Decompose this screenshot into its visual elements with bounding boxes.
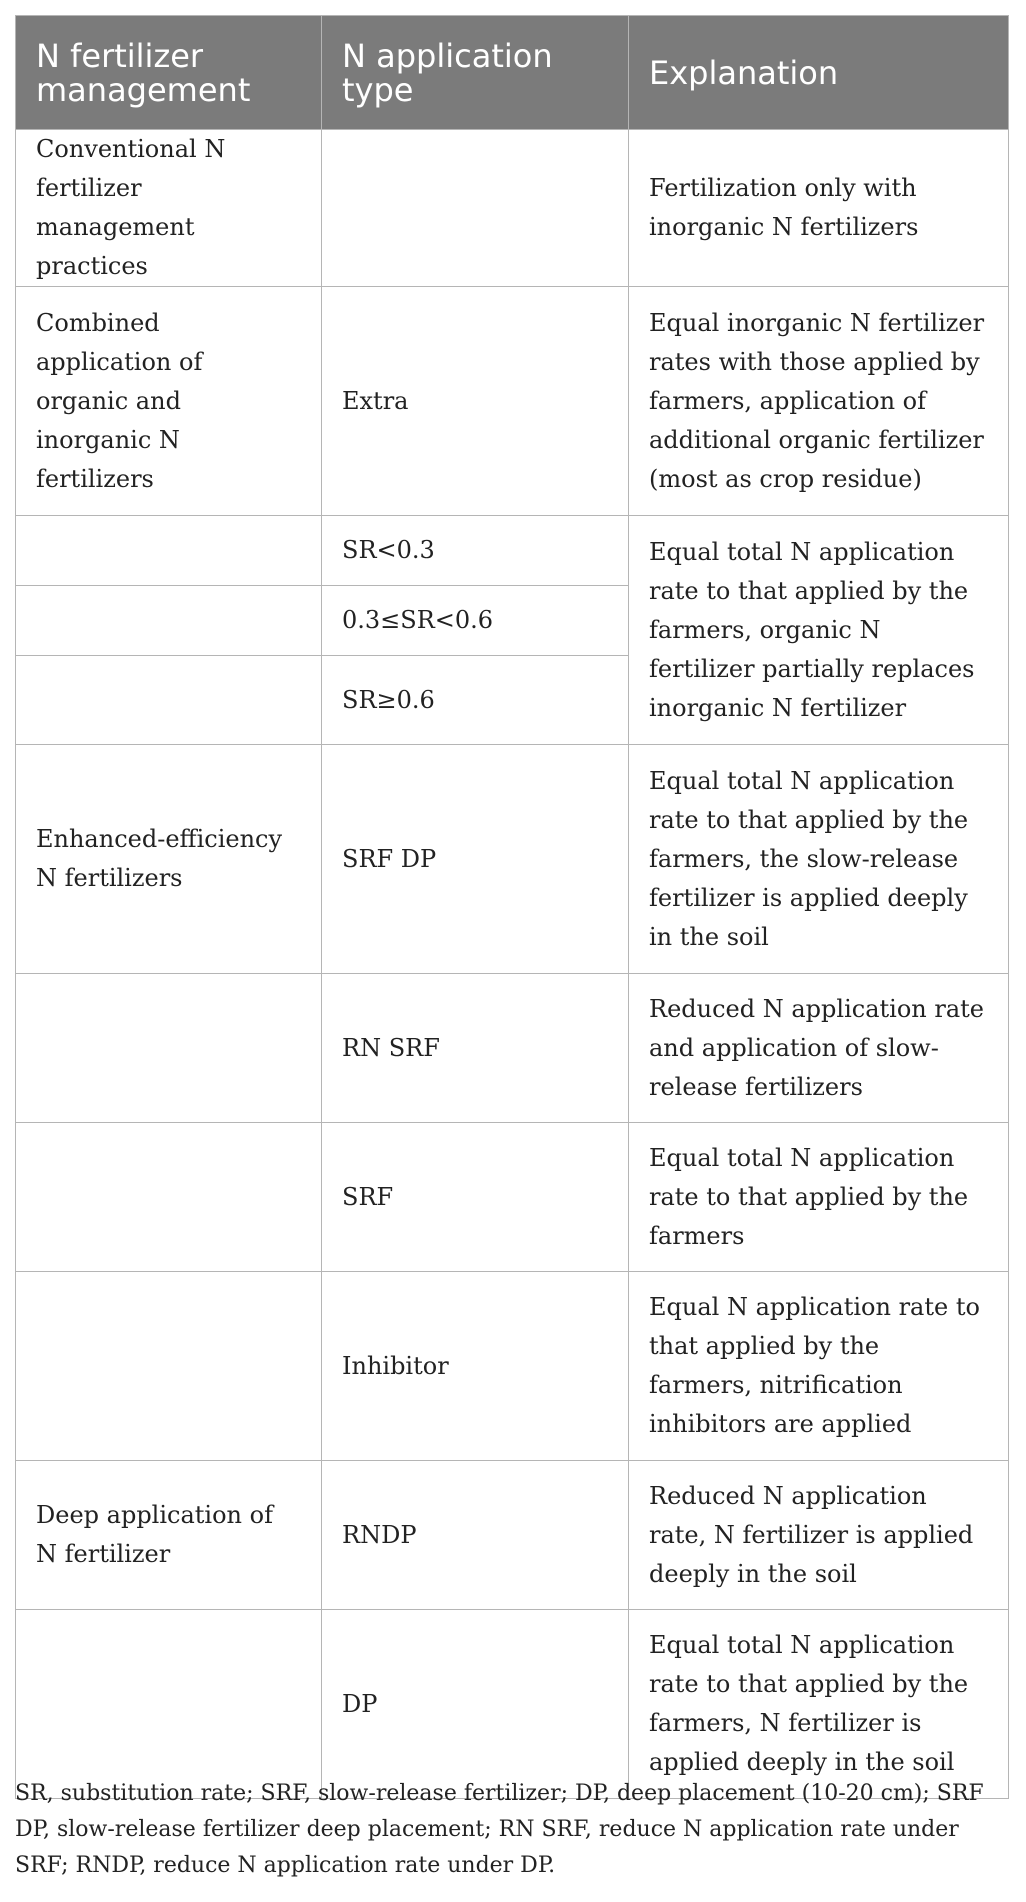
table-row	[16, 1461, 1009, 1610]
explanation-cell: Reduced N application rate and application of slow-release fertilizers	[629, 974, 1009, 1123]
table-row	[16, 1123, 1009, 1272]
management-cell: Conventional N fertilizer management practices	[16, 130, 322, 287]
header-management: N fertilizer management	[16, 16, 322, 130]
management-cell	[16, 516, 322, 586]
management-cell	[16, 1272, 322, 1461]
management-cell	[16, 656, 322, 745]
application-type-cell: Extra	[322, 287, 629, 516]
management-cell: Deep application of N fertilizer	[16, 1461, 322, 1610]
table-row	[16, 516, 1009, 586]
application-type-cell: SRF DP	[322, 745, 629, 974]
application-type-cell	[322, 130, 629, 287]
management-cell: Enhanced-efficiency N fertilizers	[16, 745, 322, 974]
table-row	[16, 1272, 1009, 1461]
management-cell	[16, 1610, 322, 1799]
management-cell: Combined application of organic and inorganic N fertilizers	[16, 287, 322, 516]
header-row	[16, 16, 1009, 130]
application-type-cell: RNDP	[322, 1461, 629, 1610]
application-type-cell: SRF	[322, 1123, 629, 1272]
header-application-type: N application type	[322, 16, 629, 130]
application-type-cell: Inhibitor	[322, 1272, 629, 1461]
header-explanation: Explanation	[629, 16, 1009, 130]
application-type-cell: DP	[322, 1610, 629, 1799]
explanation-cell: Reduced N application rate, N fertilizer is applied deeply in the soil	[629, 1461, 1009, 1610]
explanation-cell: Equal total N application rate to that applied by the farmers, the slow-release fertilizer is applied deeply in the soil	[629, 745, 1009, 974]
application-type-cell: SR<0.3	[322, 516, 629, 586]
management-cell	[16, 1123, 322, 1272]
table-row	[16, 974, 1009, 1123]
table-footnote: SR, substitution rate; SRF, slow-release fertilizer; DP, deep placement (10-20 cm); SRF DP, slow-release fertilizer deep placement; RN SRF, reduce N application rate under SRF; RNDP, reduce N application rate under DP.	[15, 1781, 984, 1878]
table-row	[16, 287, 1009, 516]
table-row	[16, 130, 1009, 287]
explanation-cell: Equal total N application rate to that applied by the farmers, N fertilizer is applied deeply in the soil	[629, 1610, 1009, 1799]
management-cell	[16, 974, 322, 1123]
application-type-cell: RN SRF	[322, 974, 629, 1123]
application-type-cell: SR≥0.6	[322, 656, 629, 745]
explanation-cell: Equal total N application rate to that applied by the farmers	[629, 1123, 1009, 1272]
explanation-cell: Equal inorganic N fertilizer rates with those applied by farmers, application of additional organic fertilizer (most as crop residue)	[629, 287, 1009, 516]
explanation-cell: Equal N application rate to that applied by the farmers, nitrification inhibitors are applied	[629, 1272, 1009, 1461]
explanation-cell: Equal total N application rate to that applied by the farmers, organic N fertilizer partially replaces inorganic N fertilizer	[629, 516, 1009, 745]
explanation-cell: Fertilization only with inorganic N fertilizers	[629, 130, 1009, 287]
table-row	[16, 745, 1009, 974]
management-cell	[16, 586, 322, 656]
table-header	[16, 16, 1009, 130]
table-row	[16, 1610, 1009, 1799]
fertilizer-table	[15, 15, 1009, 1799]
table-body	[16, 130, 1009, 1799]
application-type-cell: 0.3≤SR<0.6	[322, 586, 629, 656]
